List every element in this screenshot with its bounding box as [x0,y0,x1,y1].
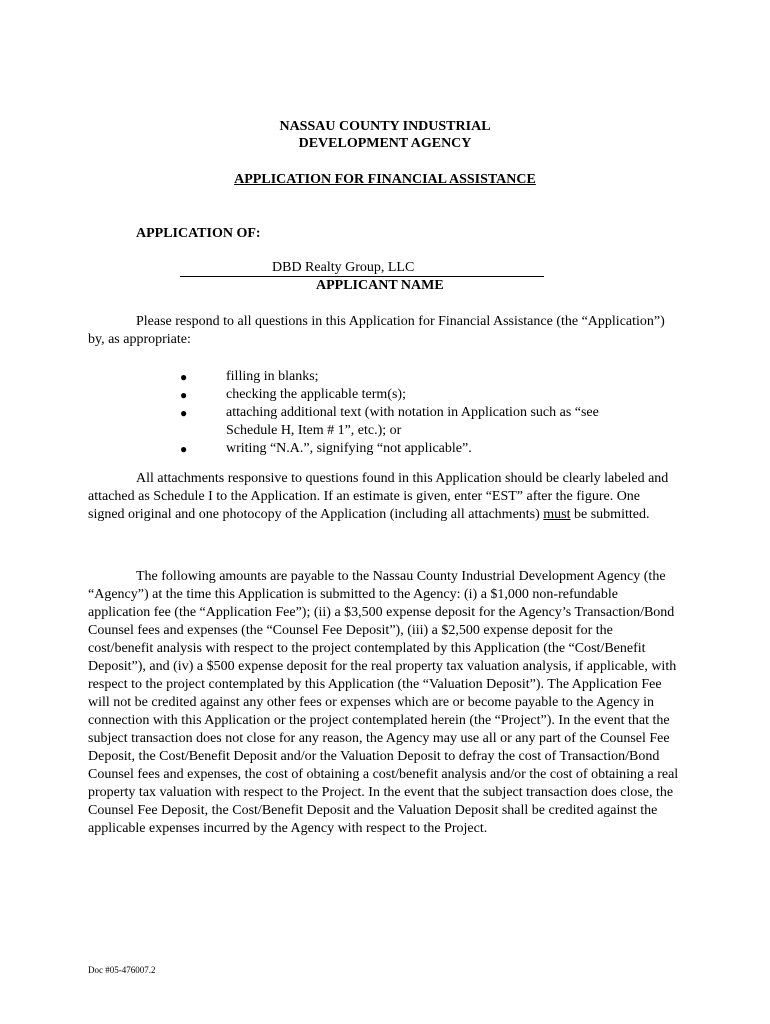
applicant-name-value: DBD Realty Group, LLC [272,260,415,275]
form-title: APPLICATION FOR FINANCIAL ASSISTANCE [234,172,536,187]
attachments-text-end: be submitted. [570,507,650,522]
applicant-name-label: APPLICANT NAME [316,278,444,293]
attachments-text: All attachments responsive to questions found in this Application should be clearly labeled and attached as Schedule I to the Application. If an estimate is given, enter “EST” after the figure. One signed original and one photocopy of the Application (including all attachments) [88,471,669,522]
agency-title-line1: NASSAU COUNTY INDUSTRIAL [279,119,491,134]
bullet-icon: ● [180,442,188,456]
attachments-emphasis: must [543,507,571,522]
intro-paragraph: Please respond to all questions in this Application for Financial Assistance (the “Application”) by, as appropriate: [88,314,665,347]
applicant-name-field[interactable] [180,258,544,277]
list-item-text: checking the applicable term(s); [226,387,406,402]
doc-number: Doc #05-476007.2 [88,965,156,975]
application-of-label: APPLICATION OF: [136,226,261,241]
list-item [180,440,650,458]
attachments-paragraph [88,470,680,524]
list-item-text: attaching additional text (with notation in Application such as “see Schedule H, Item # 1”, etc.); or [226,405,599,438]
list-item [180,386,650,404]
bullet-icon: ● [180,388,188,402]
list-item [180,368,650,386]
bullet-icon: ● [180,370,188,384]
list-item [180,404,650,440]
bullet-icon: ● [180,406,188,420]
list-item-text: filling in blanks; [226,369,319,384]
list-item-text: writing “N.A.”, signifying “not applicable”. [226,441,472,456]
fees-paragraph: The following amounts are payable to the Nassau County Industrial Development Agency (the “Agency”) at the time this Application is submitted to the Agency: (i) a $1,000 non-refundable application fee (the “Application Fee”); (ii) a $3,500 expense deposit for the Agency’s Transaction/Bond Counsel fees and expenses (the “Counsel Fee Deposit”), (iii) a $2,500 expense deposit for the cost/benefit analysis with respect to the project contemplated by this Application (the “Cost/Benefit Deposit”), and (iv) a $500 expense deposit for the real property tax valuation analysis, if applicable, with respect to the project contemplated by this Application (the “Valuation Deposit”). The Application Fee will not be credited against any other fees or expenses which are or become payable to the Agency in connection with this Application or the project contemplated herein (the “Project”). In the event that the subject transaction does not close for any reason, the Agency may use all or any part of the Counsel Fee Deposit, the Cost/Benefit Deposit and/or the Valuation Deposit to defray the cost of Transaction/Bond Counsel fees and expenses, the cost of obtaining a cost/benefit analysis and/or the cost of obtaining a real property tax valuation with respect to the Project. In the event that the subject transaction does close, the Counsel Fee Deposit, the Cost/Benefit Deposit and the Valuation Deposit shall be credited against the applicable expenses incurred by the Agency with respect to the Project. [88,569,679,836]
instruction-list [180,368,650,458]
agency-title-line2: DEVELOPMENT AGENCY [298,136,472,151]
